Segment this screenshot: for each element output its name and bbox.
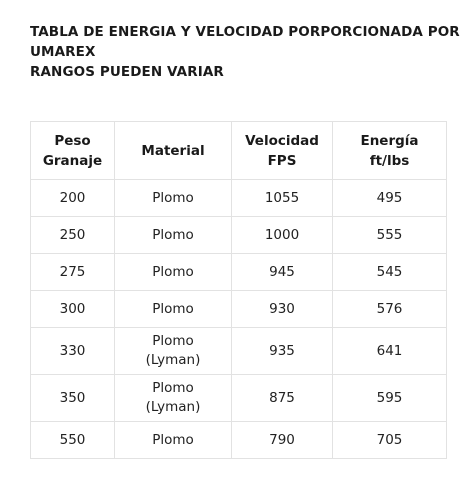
header-material xyxy=(115,122,232,180)
cell-peso: 200 xyxy=(31,180,115,217)
header-peso xyxy=(31,122,115,180)
cell-peso: 550 xyxy=(31,422,115,459)
cell-energia: 495 xyxy=(333,180,447,217)
cell-peso: 250 xyxy=(31,217,115,254)
cell-material: Plomo xyxy=(115,254,232,291)
cell-peso: 350 xyxy=(31,375,115,422)
cell-peso: 275 xyxy=(31,254,115,291)
cell-material: Plomo xyxy=(115,217,232,254)
header-energia-line2: ft/lbs xyxy=(369,152,410,169)
cell-fps: 1055 xyxy=(232,180,333,217)
cell-energia: 641 xyxy=(333,328,447,375)
cell-material-line2: (Lyman) xyxy=(145,352,201,368)
cell-material: Plomo xyxy=(115,291,232,328)
cell-energia: 595 xyxy=(333,375,447,422)
cell-material xyxy=(115,328,232,375)
header-peso-line2: Granaje xyxy=(42,152,103,169)
cell-material xyxy=(115,375,232,422)
cell-material-line2: (Lyman) xyxy=(145,399,201,415)
header-velocidad-line2: FPS xyxy=(267,152,297,169)
header-energia xyxy=(333,122,447,180)
cell-fps: 790 xyxy=(232,422,333,459)
cell-energia: 576 xyxy=(333,291,447,328)
header-velocidad-line1: Velocidad xyxy=(245,132,319,149)
heading-line-2: UMAREX xyxy=(30,44,96,60)
energy-velocity-table xyxy=(30,121,447,459)
table-row xyxy=(31,375,447,422)
cell-fps: 1000 xyxy=(232,217,333,254)
cell-fps: 935 xyxy=(232,328,333,375)
cell-energia: 545 xyxy=(333,254,447,291)
cell-energia: 555 xyxy=(333,217,447,254)
cell-energia: 705 xyxy=(333,422,447,459)
header-material-line1: Material xyxy=(141,142,205,159)
cell-peso: 330 xyxy=(31,328,115,375)
cell-material: Plomo xyxy=(115,422,232,459)
table-row xyxy=(31,180,447,217)
heading-line-1: TABLA DE ENERGIA Y VELOCIDAD PORPORCIONADA POR xyxy=(30,24,460,40)
cell-material-line1: Plomo xyxy=(152,333,194,349)
cell-material: Plomo xyxy=(115,180,232,217)
header-energia-line1: Energía xyxy=(360,132,419,149)
table-row xyxy=(31,422,447,459)
header-velocidad xyxy=(232,122,333,180)
table-row xyxy=(31,254,447,291)
header-peso-line1: Peso xyxy=(54,132,91,149)
cell-fps: 945 xyxy=(232,254,333,291)
document-heading xyxy=(30,22,460,82)
heading-line-3: RANGOS PUEDEN VARIAR xyxy=(30,64,224,80)
table-row xyxy=(31,328,447,375)
table-row xyxy=(31,291,447,328)
table-row xyxy=(31,217,447,254)
cell-fps: 875 xyxy=(232,375,333,422)
cell-peso: 300 xyxy=(31,291,115,328)
cell-material-line1: Plomo xyxy=(152,380,194,396)
table-header-row xyxy=(31,122,447,180)
cell-fps: 930 xyxy=(232,291,333,328)
